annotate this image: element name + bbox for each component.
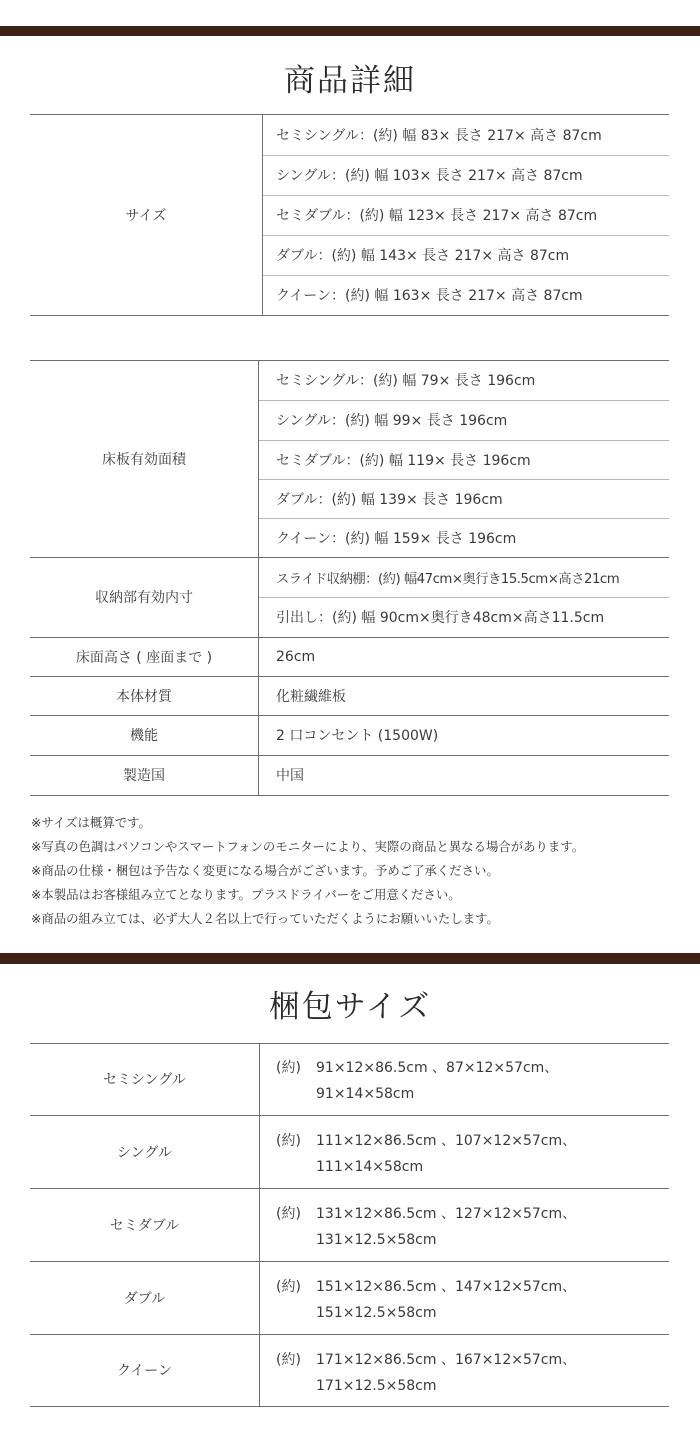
- pkg-label: ダブル: [123, 1290, 166, 1307]
- rule: [30, 1406, 669, 1407]
- material-label: 本体材質: [116, 688, 172, 705]
- pkg-line2: 151×12.5×58cm: [316, 1305, 437, 1321]
- pkg-line1: 151×12×86.5cm 、147×12×57cm、: [316, 1279, 577, 1295]
- note: ※本製品はお客様組み立てとなります。プラスドライバーをご用意ください。: [31, 887, 461, 902]
- pkg-label: セミシングル: [103, 1072, 186, 1088]
- pkg-prefix: (約): [276, 1133, 301, 1149]
- size-row: セミダブル：(約) 幅 123× 長さ 217× 高さ 87cm: [276, 208, 598, 224]
- size-row: シングル：(約) 幅 103× 長さ 217× 高さ 87cm: [276, 168, 583, 184]
- pkg-line2: 171×12.5×58cm: [316, 1378, 437, 1394]
- pkg-line1: 171×12×86.5cm 、167×12×57cm、: [316, 1352, 577, 1368]
- pkg-line1: 131×12×86.5cm 、127×12×57cm、: [316, 1206, 577, 1222]
- divider: [258, 360, 259, 795]
- packaging-title: 梱包サイズ: [268, 989, 432, 1025]
- size-row: セミシングル：(約) 幅 83× 長さ 217× 高さ 87cm: [276, 127, 602, 144]
- floor-row: セミシングル：(約) 幅 79× 長さ 196cm: [276, 373, 536, 389]
- pkg-prefix: (約): [276, 1279, 301, 1295]
- note: ※商品の組み立ては、必ず大人２名以上で行っていただくようにお願いいたします。: [31, 911, 499, 926]
- pkg-label: クイーン: [116, 1363, 173, 1379]
- divider: [262, 114, 263, 315]
- note: ※商品の仕様・梱包は予告なく変更になる場合がございます。予めご了承ください。: [31, 863, 499, 878]
- floor-row: セミダブル：(約) 幅 119× 長さ 196cm: [276, 452, 531, 469]
- divider: [259, 1043, 260, 1406]
- pkg-prefix: (約): [276, 1206, 301, 1222]
- material-value: 化粧繊維板: [276, 688, 346, 705]
- section-band: [0, 953, 700, 964]
- note: ※写真の色調はパソコンやスマートフォンのモニターにより、実際の商品と異なる場合があります。: [31, 839, 585, 854]
- pkg-label: シングル: [117, 1144, 172, 1161]
- storage-row: 引出し：(約) 幅 90cm×奥行き48cm×高さ11.5cm: [276, 610, 605, 626]
- floor-label: 床板有効面積: [102, 451, 186, 468]
- storage-label: 収納部有効内寸: [95, 590, 193, 606]
- function-label: 機能: [130, 728, 158, 744]
- floor-row: ダブル：(約) 幅 139× 長さ 196cm: [276, 491, 503, 508]
- function-value: 2 口コンセント (1500W): [276, 728, 439, 744]
- origin-value: 中国: [276, 768, 304, 784]
- floor-row: クイーン：(約) 幅 159× 長さ 196cm: [276, 530, 517, 547]
- pkg-prefix: (約): [276, 1352, 301, 1368]
- height-value: 26cm: [276, 648, 316, 665]
- rule: [30, 315, 669, 316]
- top-band: [0, 26, 700, 36]
- pkg-line1: 111×12×86.5cm 、107×12×57cm、: [316, 1133, 577, 1149]
- size-label: サイズ: [125, 207, 167, 224]
- pkg-label: セミダブル: [109, 1217, 180, 1234]
- rule: [30, 795, 669, 796]
- height-label: 床面高さ ( 座面まで ): [75, 649, 213, 666]
- pkg-line1: 91×12×86.5cm 、87×12×57cm、: [316, 1060, 559, 1076]
- pkg-line2: 131×12.5×58cm: [316, 1232, 437, 1248]
- pkg-prefix: (約): [276, 1060, 301, 1076]
- storage-row: スライド収納棚：(約) 幅47cm×奥行き15.5cm×高さ21cm: [276, 571, 620, 587]
- pkg-line2: 111×14×58cm: [316, 1159, 424, 1175]
- size-row: ダブル：(約) 幅 143× 長さ 217× 高さ 87cm: [276, 248, 570, 264]
- origin-label: 製造国: [123, 768, 165, 784]
- floor-row: シングル：(約) 幅 99× 長さ 196cm: [276, 413, 508, 429]
- note: ※サイズは概算です。: [31, 815, 151, 830]
- details-title: 商品詳細: [284, 63, 416, 99]
- size-row: クイーン：(約) 幅 163× 長さ 217× 高さ 87cm: [276, 288, 583, 304]
- pkg-line2: 91×14×58cm: [316, 1086, 415, 1102]
